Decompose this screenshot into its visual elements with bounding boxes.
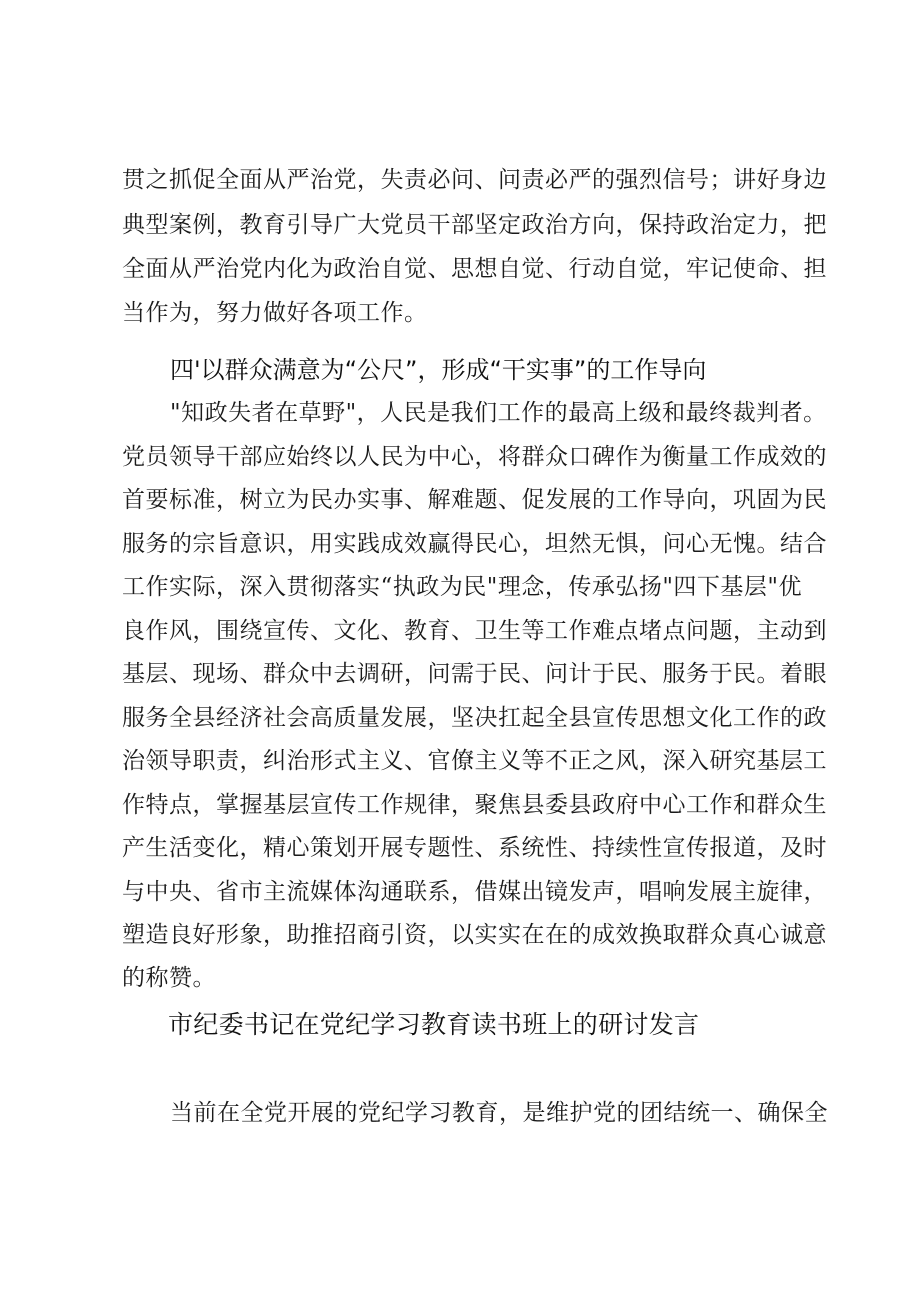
text-line: 当前在全党开展的党纪学习教育，是维护党的团结统一、确保全 bbox=[170, 1100, 828, 1126]
section-heading: 四'以群众满意为“公尺”，形成“干实事”的工作导向 bbox=[170, 356, 707, 384]
text-line: 服务的宗旨意识，用实践成效赢得民心，坦然无惧，问心无愧。结合 bbox=[122, 531, 827, 557]
text-line: 工作实际，深入贯彻落实“执政为民"理念，传承弘扬"四下基层"优 bbox=[122, 574, 802, 600]
text-line: 产生活变化，精心策划开展专题性、系统性、持续性宣传报道，及时 bbox=[122, 835, 827, 861]
text-line: "知政失者在草野"，人民是我们工作的最高上级和最终裁判者。 bbox=[170, 400, 827, 426]
text-line: 基层、现场、群众中去调研，问需于民、问计于民、服务于民。着眼 bbox=[122, 661, 827, 687]
text-line: 贯之抓促全面从严治党，失责必问、问责必严的强烈信号；讲好身边 bbox=[122, 167, 827, 193]
text-line: 与中央、省市主流媒体沟通联系，借媒出镜发声，唱响发展主旋律， bbox=[122, 879, 827, 905]
text-line: 的称赞。 bbox=[122, 965, 216, 991]
text-line: 作特点，掌握基层宣传工作规律，聚焦县委县政府中心工作和群众生 bbox=[122, 792, 827, 818]
text-line: 塑造良好形象，助推招商引资，以实实在在的成效换取群众真心诚意 bbox=[122, 922, 827, 948]
text-line: 党员领导干部应始终以人民为中心，将群众口碑作为衡量工作成效的 bbox=[122, 444, 827, 470]
text-line: 治领导职责，纠治形式主义、官僚主义等不正之风，深入研究基层工 bbox=[122, 748, 827, 774]
text-line: 首要标准，树立为民办实事、解难题、促发展的工作导向，巩固为民 bbox=[122, 487, 827, 513]
text-line: 典型案例，教育引导广大党员干部坚定政治方向，保持政治定力，把 bbox=[122, 212, 827, 238]
text-line: 良作风，围绕宣传、文化、教育、卫生等工作难点堵点问题，主动到 bbox=[122, 618, 827, 644]
text-line: 服务全县经济社会高质量发展，坚决扛起全县宣传思想文化工作的政 bbox=[122, 705, 827, 731]
text-line: 当作为，努力做好各项工作。 bbox=[122, 300, 428, 326]
text-line: 全面从严治党内化为政治自觉、思想自觉、行动自觉，牢记使命、担 bbox=[122, 256, 827, 282]
speech-title: 市纪委书记在党纪学习教育读书班上的研讨发言 bbox=[168, 1010, 700, 1039]
